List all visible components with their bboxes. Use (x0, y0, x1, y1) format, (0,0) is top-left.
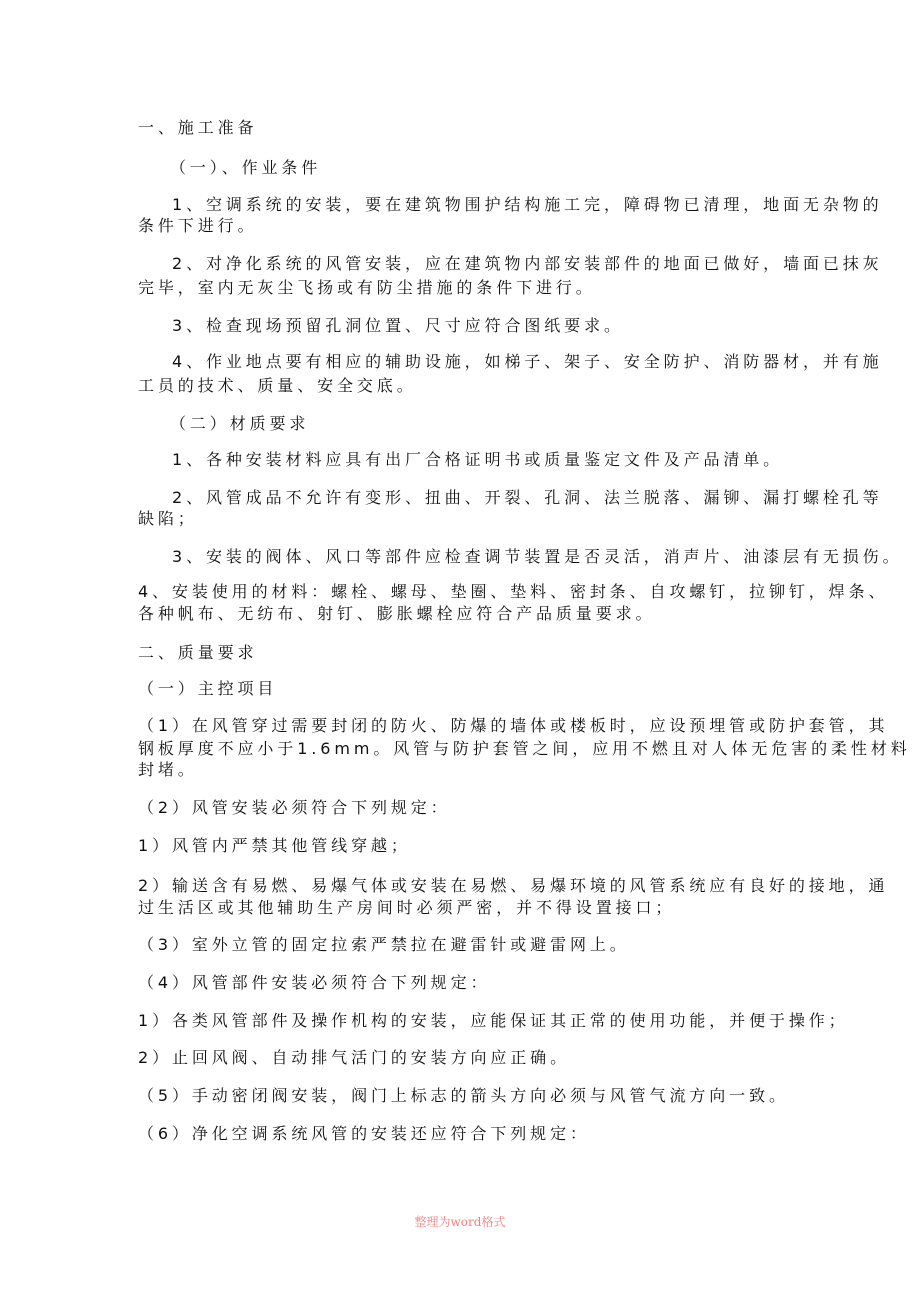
paragraph-line: 1）各类风管部件及操作机构的安装，应能保证其正常的使用功能，并便于操作； (138, 1011, 849, 1030)
paragraph-line: 过生活区或其他辅助生产房间时必须严密，并不得设置接口； (138, 898, 676, 917)
paragraph-line: 条件下进行。 (138, 216, 258, 235)
paragraph-line: 完毕，室内无灰尘飞扬或有防尘措施的条件下进行。 (138, 278, 596, 297)
paragraph-line: 4、安装使用的材料：螺栓、螺母、垫圈、垫料、密封条、自攻螺钉，拉铆钉，焊条、 (138, 582, 889, 601)
paragraph-line: （5）手动密闭阀安装，阀门上标志的箭头方向必须与风管气流方向一致。 (138, 1086, 789, 1105)
paragraph-line: 2）止回风阀、自动排气活门的安装方向应正确。 (138, 1048, 570, 1067)
paragraph-line: 缺陷； (138, 509, 198, 528)
paragraph-line: （4）风管部件安装必须符合下列规定： (138, 973, 491, 992)
paragraph-line: 2）输送含有易燃、易爆气体或安装在易燃、易爆环境的风管系统应有良好的接地，通 (138, 876, 889, 895)
paragraph-line: 二、质量要求 (138, 643, 258, 662)
paragraph-line: （二）材质要求 (170, 414, 310, 433)
paragraph-line: （一）、作业条件 (170, 158, 322, 177)
paragraph-line: （3）室外立管的固定拉索严禁拉在避雷针或避雷网上。 (138, 935, 630, 954)
paragraph-line: 1）风管内严禁其他管线穿越； (138, 836, 411, 855)
paragraph-line: 各种帆布、无纺布、射钉、膨胀螺栓应符合产品质量要求。 (138, 604, 656, 623)
paragraph-line: 3、安装的阀体、风口等部件应检查调节装置是否灵活，消声片、油漆层有无损伤。 (172, 547, 903, 566)
paragraph-line: 2、风管成品不允许有变形、扭曲、开裂、孔洞、法兰脱落、漏铆、漏打螺栓孔等 (172, 488, 883, 507)
paragraph-line: 一、施工准备 (138, 118, 258, 137)
paragraph-line: 4、作业地点要有相应的辅助设施，如梯子、架子、安全防护、消防器材，并有施 (172, 352, 883, 371)
paragraph-line: （6）净化空调系统风管的安装还应符合下列规定： (138, 1124, 590, 1143)
paragraph-line: 1、各种安装材料应具有出厂合格证明书或质量鉴定文件及产品清单。 (172, 450, 784, 469)
paragraph-line: 钢板厚度不应小于1.6mm。风管与防护套管之间，应用不燃且对人体无危害的柔性材料 (138, 739, 911, 758)
paragraph-line: （1）在风管穿过需要封闭的防火、防爆的墙体或楼板时，应设预埋管或防护套管，其 (138, 716, 889, 735)
footer-watermark: 整理为word格式 (414, 1215, 506, 1229)
paragraph-line: 3、检查现场预留孔洞位置、尺寸应符合图纸要求。 (172, 316, 624, 335)
paragraph-line: 1、空调系统的安装，要在建筑物围护结构施工完，障碍物已清理，地面无杂物的 (172, 195, 883, 214)
paragraph-line: （2）风管安装必须符合下列规定： (138, 798, 451, 817)
paragraph-line: （一）主控项目 (138, 679, 278, 698)
paragraph-line: 封堵。 (138, 760, 198, 779)
paragraph-line: 工员的技术、质量、安全交底。 (138, 376, 417, 395)
paragraph-line: 2、对净化系统的风管安装，应在建筑物内部安装部件的地面已做好，墙面已抹灰 (172, 254, 883, 273)
